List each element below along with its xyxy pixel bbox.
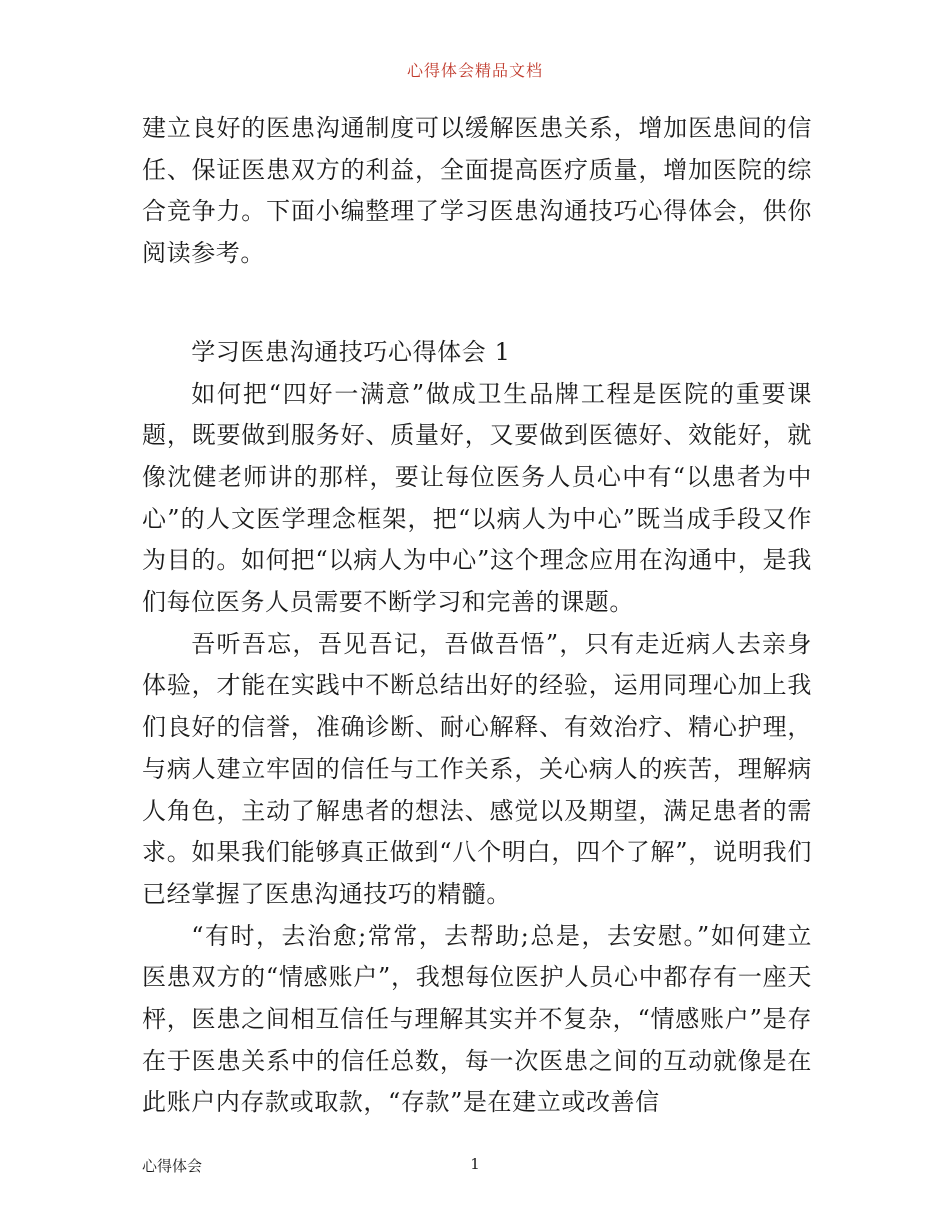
body-paragraph-1: 如何把“四好一满意”做成卫生品牌工程是医院的重要课题，既要做到服务好、质量好，又要做到医德好、效能好，就像沈健老师讲的那样，要让每位医务人员心中有“以患者为中心”的人文医学理念框架，把“以病人为中心”既当成手段又作为目的。如何把“以病人为中心”这个理念应用在沟通中，是我们每位医务人员需要不断学习和完善的课题。 <box>142 379 812 617</box>
section-title: 学习医患沟通技巧心得体会 1 <box>191 337 511 366</box>
body-paragraph-3: “有时，去治愈;常常，去帮助;总是，去安慰。”如何建立医患双方的“情感账户”，我想每位医护人员心中都存有一座天枰，医患之间相互信任与理解其实并不复杂，“情感账户”是存在于医患关系中的信任总数，每一次医患之间的互动就像是在此账户内存款或取款，“存款”是在建立或改善信 <box>142 921 812 1117</box>
document-body <box>142 108 812 1124</box>
intro-paragraph: 建立良好的医患沟通制度可以缓解医患关系，增加医患间的信任、保证医患双方的利益，全面提高医疗质量，增加医院的综合竞争力。下面小编整理了学习医患沟通技巧心得体会，供你阅读参考。 <box>142 114 812 268</box>
page-number: 1 <box>470 1155 480 1173</box>
footer-label: 心得体会 <box>142 1157 203 1175</box>
page-header-title: 心得体会精品文档 <box>406 61 543 80</box>
paragraph-gap <box>142 275 812 332</box>
body-paragraph-2: 吾听吾忘，吾见吾记，吾做吾悟”，只有走近病人去亲身体验，才能在实践中不断总结出好的经验，运用同理心加上我们良好的信誉，准确诊断、耐心解释、有效治疗、精心护理，与病人建立牢固的信任与工作关系，关心病人的疾苦，理解病人角色，主动了解患者的想法、感觉以及期望，满足患者的需求。如果我们能够真正做到“八个明白，四个了解”，说明我们已经掌握了医患沟通技巧的精髓。 <box>142 629 812 908</box>
